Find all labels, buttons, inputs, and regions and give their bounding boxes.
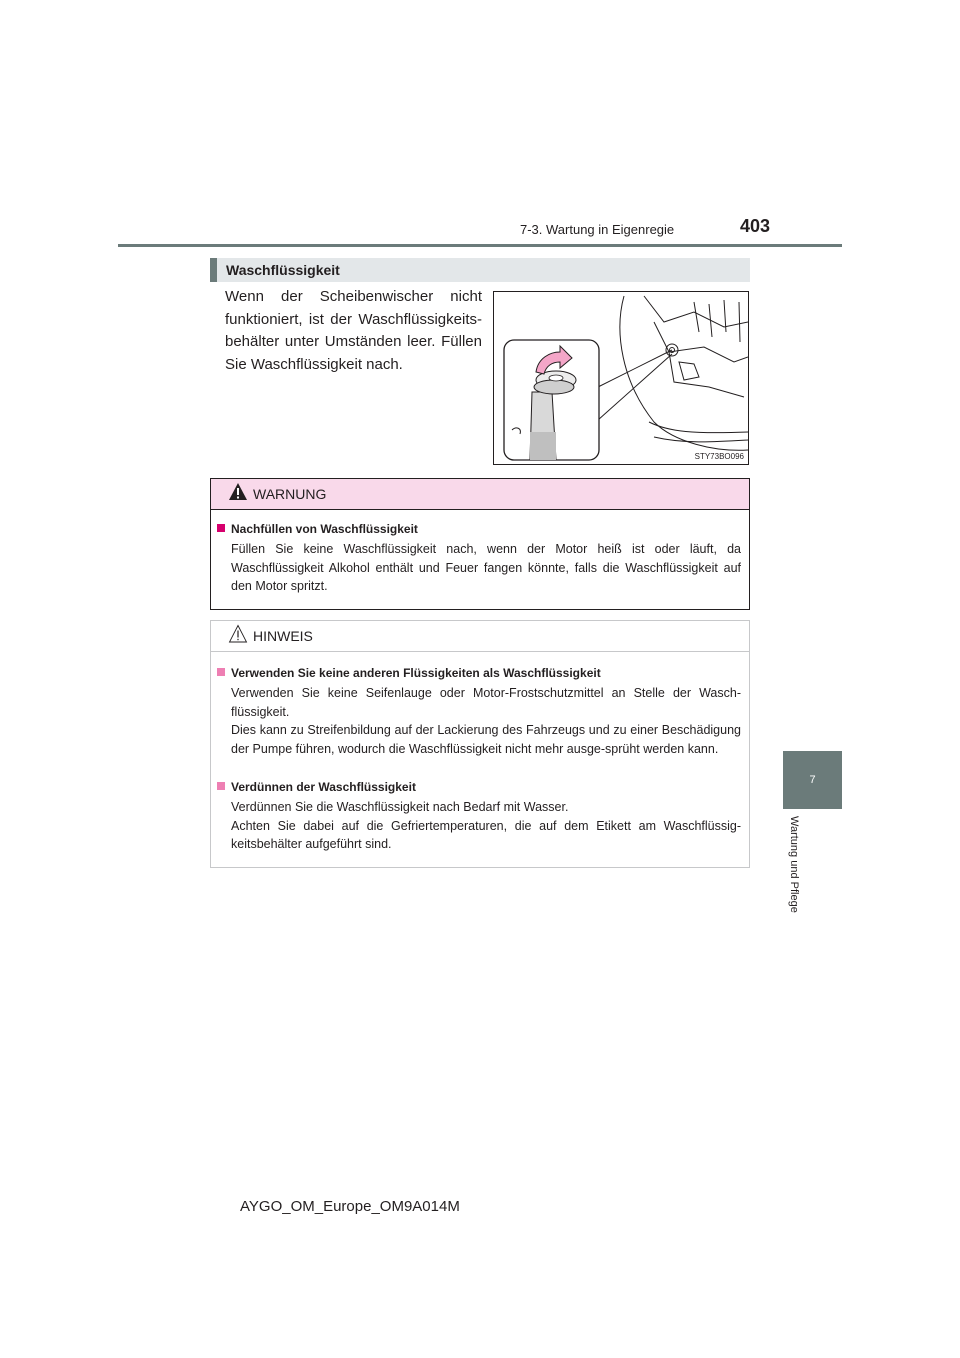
notice-item-body [217,798,741,854]
washer-reservoir-illustration [493,291,749,465]
warning-item [217,521,741,596]
warning-item-body: Füllen Sie keine Waschflüssigkeit nach, wenn der Motor heiß ist oder läuft, da Waschflüssigkeit Alkohol enthält und Feuer fangen könnte, falls die Waschflüssigkeit auf den Motor spritzt. [231,542,741,593]
figure-code: STY73BO096 [694,452,744,461]
warning-title: WARNUNG [253,486,327,502]
washer-cap-drawing [494,292,748,464]
warning-item-title: Nachfüllen von Waschflüssigkeit [217,521,741,537]
section-heading-bar [210,258,217,282]
section-heading [210,258,750,282]
warning-triangle-icon [228,482,248,502]
notice-item-body-line: Achten Sie dabei auf die Gefriertemperaturen, die auf dem Etikett am Waschflüssig-keitsbehälter aufgeführt sind. [231,818,741,851]
square-bullet-icon [217,524,225,532]
notice-item [217,779,741,854]
square-bullet-icon [217,782,225,790]
header-section-title: 7-3. Wartung in Eigenregie [520,222,675,237]
warning-header [211,479,749,510]
square-bullet-icon [217,668,225,676]
page-number: 403 [740,216,771,236]
notice-item [217,665,741,758]
chapter-title-vertical [784,816,804,936]
notice-item-title: Verwenden Sie keine anderen Flüssigkeiten als Waschflüssigkeit [217,665,741,681]
chapter-tab [783,751,842,809]
chapter-number: 7 [809,774,816,786]
notice-item-body-line: Verwenden Sie keine Seifenlauge oder Motor-Frostschutzmittel an Stelle der Wasch-flüssigkeit. [231,686,741,719]
notice-header [211,621,749,652]
section-intro: Wenn der Scheibenwischer nicht funktioniert, ist der Waschflüssigkeits-behälter unter Umständen leer. Füllen Sie Waschflüssigkeit nach. [225,288,482,373]
caution-triangle-icon [228,624,248,644]
notice-item-title: Verdünnen der Waschflüssigkeit [217,779,741,795]
notice-item-body-line: Verdünnen Sie die Waschflüssigkeit nach Bedarf mit Wasser. [231,800,569,814]
section-title: Waschflüssigkeit [226,262,340,278]
chapter-title: Wartung und Pflege [788,816,800,913]
header-rule [118,244,842,247]
notice-box [210,620,750,868]
notice-item-body [217,684,741,758]
document-id: AYGO_OM_Europe_OM9A014M [240,1198,460,1215]
notice-item-body-line: Dies kann zu Streifenbildung auf der Lackierung des Fahrzeugs und zu einer Beschädigung der Pumpe führen, wodurch die Waschflüssigkeit nicht mehr ausge-sprüht werden kann. [231,723,741,756]
notice-title: HINWEIS [253,628,313,644]
warning-box [210,478,750,610]
